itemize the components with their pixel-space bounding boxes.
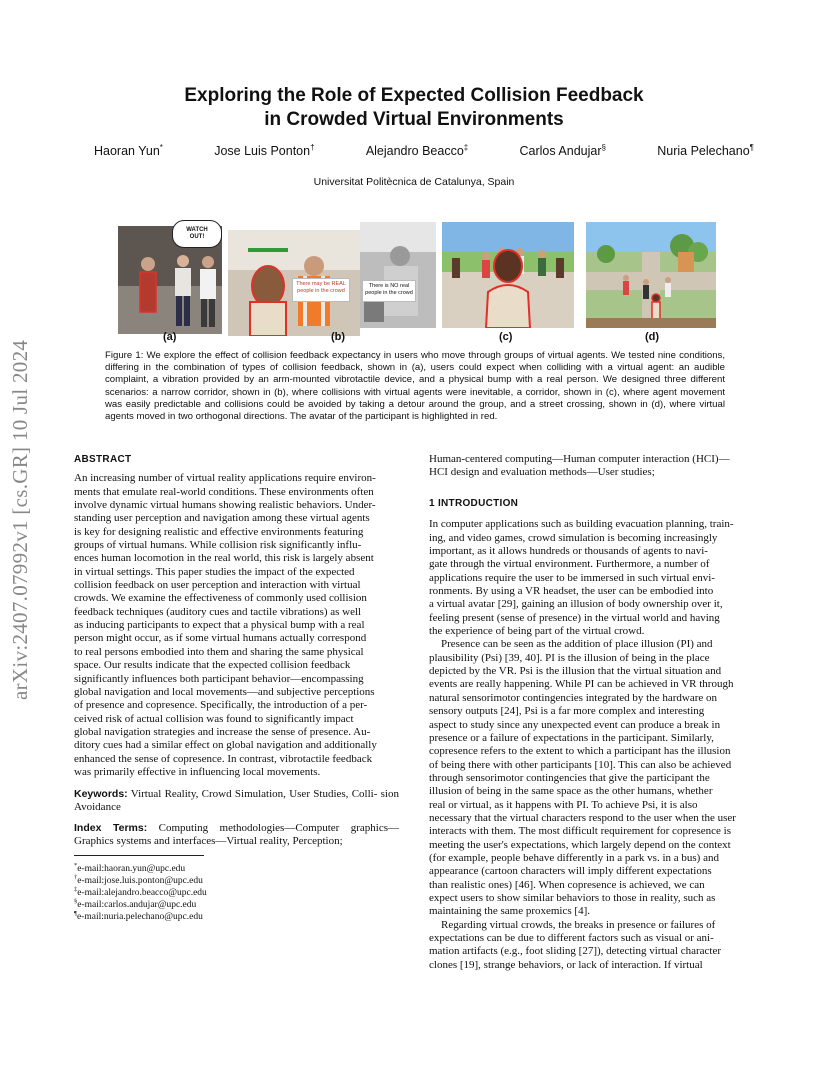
abstract-body — [74, 472, 399, 779]
text-line: natural sensorimotor contingencies integrated by the hardware on — [429, 691, 718, 704]
author: Alejandro Beacco‡ — [365, 143, 469, 159]
text-line: to real persons embodied into them and sharing the same physical — [74, 645, 364, 658]
text-line: through sensorimotor contingencies that give the participant the — [429, 771, 710, 784]
text-line: necessary that the virtual characters respond to the user when the user — [429, 811, 736, 824]
text-line: in virtual settings. This paper studies the impact of the expected — [74, 565, 355, 578]
panel-b-label: (b) — [331, 331, 346, 343]
text-line: maintaining the same proxemics [4]. — [429, 905, 590, 918]
text-line: An increasing number of virtual reality applications require environ- — [74, 472, 376, 485]
text-line: Human-centered computing—Human computer interaction (HCI)— — [429, 453, 730, 465]
text-line: illusion of being in the same space as the other humans, whether — [429, 785, 713, 798]
text-line: applications require the user to be immersed in such virtual envi- — [429, 571, 715, 584]
text-line: Presence can be seen as the addition of place illusion (PI) and — [441, 638, 713, 651]
speech-bubble: WATCH OUT! — [172, 220, 222, 248]
text-line: is key for designing realistic and effective environments featuring — [74, 525, 364, 538]
text-line: aspect to study since any unexpected event can produce a break in — [429, 718, 721, 731]
text-line: gate through the virtual environment. Furthermore, a number of — [429, 558, 710, 571]
index-terms-continued — [429, 453, 754, 480]
text-line: global navigation strategies and increase the sense of presence. Au- — [74, 725, 371, 738]
text-line: appearance (cartoon characters will imply different expectations — [429, 865, 712, 878]
panel-a-label: (a) — [163, 331, 177, 343]
abstract-heading: ABSTRACT — [74, 454, 132, 465]
footnote: §e-mail:carlos.andujar@upc.edu — [74, 898, 197, 911]
footnote: *e-mail:haoran.yun@upc.edu — [74, 862, 186, 875]
title-line-1: Exploring the Role of Expected Collision Feedback — [184, 85, 644, 106]
author-list — [94, 143, 754, 158]
text-line: expect users to show similar behaviors to those in reality, such as — [429, 891, 716, 904]
text-line: ceived risk of actual collision was found to significantly impact — [74, 712, 354, 725]
intro-paragraph-3 — [429, 919, 754, 972]
panel-b-gray-image — [360, 222, 436, 328]
footnote: †e-mail:jose.luis.ponton@upc.edu — [74, 874, 203, 887]
text-line: (for example, people behave differently in a park vs. in a bus) and — [429, 851, 719, 864]
sign-no-real-people: There is NO real people in the crowd — [362, 280, 416, 302]
text-line: real or virtual, as it happens with PI. To achieve Psi, it is also — [429, 798, 698, 811]
text-line: was primarily effective in influencing local movements. — [74, 765, 321, 778]
text-line: meeting the user's expectations, which largely depend on the context — [429, 838, 731, 851]
text-line: HCI design and evaluation methods—User studies; — [429, 466, 655, 479]
panel-c-image — [442, 222, 574, 328]
author: Nuria Pelechano¶ — [657, 143, 754, 159]
introduction-heading: 1 INTRODUCTION — [429, 498, 519, 509]
text-line: events are really happening. While PI can be achieved in VR through — [429, 678, 734, 691]
text-line: collision feedback on user perception and interaction with virtual — [74, 579, 361, 592]
footnote-rule — [74, 855, 204, 856]
text-line: than realistic ones) [46]. When copresence is achieved, we can — [429, 878, 705, 891]
panel-c-label: (c) — [499, 331, 513, 343]
text-line: involve dynamic virtual humans showing realistic behaviors. Under- — [74, 499, 376, 512]
index-terms: Index Terms: Computing methodologies—Computer graphics— Graphics systems and interfaces—Virtual reality, Perception; — [74, 822, 399, 848]
text-line: space. Our results indicate that the expected collision feedback — [74, 659, 351, 672]
arxiv-identifier: arXiv:2407.07992v1 [cs.GR] 10 Jul 2024 — [8, 339, 32, 700]
text-line: significantly influences both participant behavior—encompassing — [74, 672, 364, 685]
text-line: expectations can be due to different factors such as visual or ani- — [429, 932, 714, 944]
text-line: a virtual avatar [29], gaining an illusion of body ownership over it, — [429, 598, 723, 611]
text-line: important, as it allows hundreds or thousands of agents to navi- — [429, 545, 708, 558]
text-line: clones [19], strange behaviors, or lack of interaction. If virtual — [429, 958, 703, 971]
keywords: Keywords: Virtual Reality, Crowd Simulation, User Studies, Colli- sion Avoidance — [74, 788, 399, 814]
text-line: In computer applications such as building evacuation planning, train- — [429, 518, 734, 531]
text-line: of presence and copresence. Specifically, the introduction of a per- — [74, 699, 368, 712]
author: Jose Luis Ponton† — [214, 143, 315, 159]
text-line: presence or a failure of expectations in the participant. Similarly, — [429, 731, 714, 744]
title-line-2: in Crowded Virtual Environments — [264, 109, 564, 130]
text-line: enhanced the sense of copresence. In contrast, vibrotactile feedback — [74, 752, 373, 765]
text-line: interacts with them. The most difficult requirement for copresence is — [429, 825, 732, 838]
text-line: crowds. We examine the effectiveness of commonly used collision — [74, 592, 367, 605]
text-line: person might occur, as if some virtual humans actually correspond — [74, 632, 367, 645]
affiliation: Universitat Politècnica de Catalunya, Spain — [313, 176, 515, 188]
text-line: the experience of being part of the virtual crowd. — [429, 625, 645, 638]
text-line: ronments. By using a VR headset, the user can be embodied into — [429, 585, 714, 598]
text-line: ing, and video games, crowd simulation is becoming increasingly — [429, 531, 718, 544]
author: Carlos Andujar§ — [519, 143, 606, 159]
text-line: Regarding virtual crowds, the breaks in presence or failures of — [441, 918, 716, 931]
footnote: ¶e-mail:nuria.pelechano@upc.edu — [74, 910, 203, 923]
intro-paragraph-2 — [429, 638, 754, 918]
text-line: sensory outputs [24], Psi is a far more complex and interesting — [429, 705, 705, 718]
text-line: global navigation and local movements—and subjective perceptions — [74, 685, 375, 698]
panel-d-image — [586, 222, 716, 328]
text-line: ences human locomotion in the real world, this risk is largely absent — [74, 552, 374, 565]
text-line: plausibility (Psi) [39, 40]. PI is the illusion of being in the place — [429, 651, 710, 664]
introduction-section — [429, 497, 754, 972]
figure-caption: Figure 1: We explore the effect of collision feedback expectancy in users who move through groups of virtual agents. We tested nine conditions, differing in the combination of types of collision feedback, shown in (a), users could expect when colliding with a virtual agent: an audible complaint, a vibration provided by an arm-mounted vibrotactile device, and a physical bump with a real person. We designed three different scenarios: a narrow corridor, shown in (b), where collisions with virtual agents were inevitable, a corridor, shown in (c), where agent movement was easily predictable and collisions could be avoided by taking a detour around the group, and a street crossing, shown in (d), where virtual agents moved in two orthogonal directions. The avatar of the participant is highlighted in red. — [105, 350, 725, 423]
text-line: ditory cues had a similar effect on global navigation and additionally — [74, 739, 377, 752]
teaser-figure — [0, 218, 828, 348]
text-line: standing user perception and navigation among these virtual agents — [74, 512, 370, 525]
text-line: mation artifacts (e.g., foot sliding [27]), detecting virtual character — [429, 945, 721, 958]
text-line: ments that emulate real-world conditions. These environments often — [74, 485, 374, 498]
paper-title — [0, 84, 828, 132]
text-line: of being there with other participants [10]. This can also be achieved — [429, 758, 732, 771]
text-line: groups of virtual humans. While collision risk significantly influ- — [74, 539, 362, 552]
text-line: as inducing participants to expect that a physical bump with a real — [74, 619, 365, 632]
abstract-section — [74, 453, 399, 779]
author: Haoran Yun* — [94, 143, 163, 159]
footnote: ‡e-mail:alejandro.beacco@upc.edu — [74, 886, 207, 899]
text-line: feeling present (sense of presence) in the virtual world and having — [429, 611, 720, 624]
text-line: feedback techniques (auditory cues and tactile vibrations) as well — [74, 605, 362, 618]
intro-paragraph-1 — [429, 518, 754, 638]
sign-real-people: There may be REAL people in the crowd — [292, 278, 350, 302]
text-line: depicted by the VR. Psi is the illusion that the virtual situation and — [429, 665, 722, 678]
text-line: copresence refers to the extent to which a participant has the illusion — [429, 745, 731, 758]
panel-d-label: (d) — [645, 331, 660, 343]
